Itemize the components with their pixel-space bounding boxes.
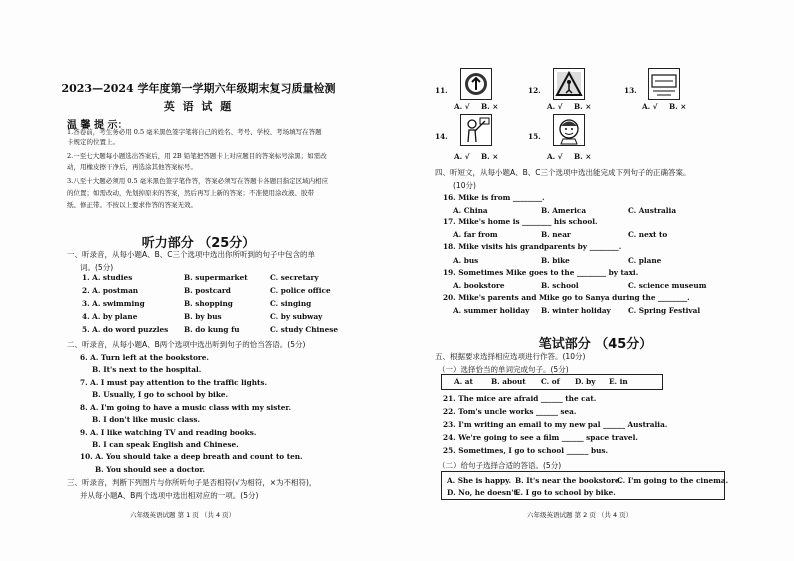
answer-c: C. I'm going to the cinema. — [617, 476, 729, 485]
tip-line: 纸、修正带。不按以上要求作答的答案无效。 — [67, 201, 197, 209]
q13-option-a: A. √ — [642, 102, 658, 111]
tip-line: 动，用橡皮擦干净后，再选涂其他答案标号。 — [67, 163, 197, 171]
tip-line: 2.一至七大题每小题选出答案后，用 2B 铅笔把答题卡上对应题目的答案标号涂黑；如需改 — [67, 152, 327, 160]
q24-stem: 24. We're going to see a film ______ space travel. — [443, 433, 638, 442]
exam-page-2 — [397, 0, 794, 561]
answer-d: D. No, he doesn't. — [447, 488, 520, 497]
caution-sign-icon — [553, 68, 585, 100]
q11-option-b: B. × — [481, 102, 499, 111]
exam-title: 2023—2024 学年度第一学期六年级期末复习质量检测 — [61, 82, 336, 95]
q5-option-a: 5. A. do word puzzles — [82, 325, 169, 334]
tip-line: 卡规定的位置上。 — [67, 138, 119, 146]
listening-heading: 听力部分 （25分） — [141, 236, 256, 251]
q18-option-b: B. bike — [541, 256, 570, 265]
exam-subtitle: 英 语 试 题 — [163, 100, 234, 113]
part4-instruction: 四、听短文，从每小题A、B、C三个选项中选出能完成下列句子的正确答案。 — [435, 168, 691, 177]
q14-option-b: B. × — [481, 152, 499, 161]
q8-option-a: 8. A. I'm going to have a music class with my sister. — [80, 403, 292, 412]
part3-instruction: 并从每小题A、B两个选项中选出相对应的一项。(5分) — [80, 491, 259, 500]
q13-number: 13. — [624, 86, 637, 95]
q17-option-b: B. near — [541, 230, 571, 239]
q14-number: 14. — [435, 132, 448, 141]
q6-option-b: B. It's next to the hospital. — [92, 365, 202, 374]
page-footer: 六年级英语试题 第 1 页 （共 4 页） — [130, 511, 236, 519]
q19-option-b: B. school — [541, 281, 579, 290]
word-bank-d: D. by — [575, 377, 596, 386]
part5-instruction: 五、根据要求选择相应选项进行作答。(10分) — [435, 352, 586, 361]
q11-option-a: A. √ — [454, 102, 470, 111]
child-face-icon — [553, 114, 585, 146]
q17-stem: 17. Mike's home is ________ his school. — [443, 217, 598, 226]
q18-option-c: C. plane — [628, 256, 662, 265]
q14-option-a: A. √ — [454, 152, 470, 161]
q10-option-a: 10. A. You should take a deep breath and count to ten. — [80, 452, 303, 461]
word-bank-e: E. in — [609, 377, 628, 386]
tip-line: 的位置；如需改动，先划掉原来的答案，然后再写上新的答案；不准使用涂改液、胶带 — [67, 189, 314, 197]
q9-option-a: 9. A. I like watching TV and reading books. — [80, 428, 257, 437]
q3-option-a: 3. A. swimming — [82, 299, 145, 308]
q4-option-c: C. by subway — [270, 312, 323, 321]
q5-option-c: C. study Chinese — [270, 325, 339, 334]
q20-option-a: A. summer holiday — [453, 306, 530, 315]
q3-option-c: C. singing — [270, 299, 312, 308]
q3-option-b: B. shopping — [184, 299, 233, 308]
q16-stem: 16. Mike is from ________. — [443, 193, 545, 202]
q7-option-a: 7. A. I must pay attention to the traffic lights. — [80, 378, 268, 387]
q21-stem: 21. The mice are afraid ______ the cat. — [443, 394, 597, 403]
part1-instruction: 一、听录音，从每小题A、B、C三个选项中选出你所听到的句子中包含的单 — [67, 250, 316, 259]
page-footer: 六年级英语试题 第 2 页 （共 4 页） — [527, 511, 633, 519]
q18-stem: 18. Mike visits his grandparents by ________. — [443, 242, 622, 251]
q2-option-c: C. police office — [270, 286, 331, 295]
q18-option-a: A. bus — [453, 256, 479, 265]
word-bank-b: B. about — [491, 377, 526, 386]
q1-option-b: B. supermarket — [184, 273, 248, 282]
teacher-icon — [460, 114, 492, 146]
part3-instruction: 三、听录音，判断下列图片与你所听句子是否相符(√为相符，×为不相符)， — [67, 478, 317, 487]
q4-option-b: B. by bus — [184, 312, 222, 321]
q13-option-b: B. × — [669, 102, 687, 111]
written-heading: 笔试部分 （45分） — [538, 337, 653, 352]
q1-option-c: C. secretary — [270, 273, 319, 282]
q10-option-b: B. You should see a doctor. — [95, 465, 206, 474]
q19-stem: 19. Sometimes Mike goes to the ________ by taxi. — [443, 268, 639, 277]
q23-stem: 23. I'm writing an email to my new pal ______ Australia. — [443, 420, 668, 429]
q20-option-b: B. winter holiday — [541, 306, 611, 315]
road-sign-icon — [648, 68, 680, 100]
tip-line: 1.答卷前，考生务必用 0.5 毫米黑色签字笔将自己的姓名、考号、学校、考场填写在答题 — [67, 128, 322, 136]
answer-a: A. She is happy. — [447, 476, 512, 485]
q17-option-c: C. next to — [628, 230, 668, 239]
q1-option-a: 1. A. studies — [82, 273, 133, 282]
q17-option-a: A. far from — [453, 230, 498, 239]
part5a-heading: （一）选择恰当的单词完成句子。(5分) — [438, 365, 569, 374]
tip-line: 3.八至十大题必须用 0.5 毫米黑色签字笔作答，答案必须写在答题卡各题目指定区域内相应 — [67, 177, 329, 185]
q12-option-b: B. × — [574, 102, 592, 111]
q4-option-a: 4. A. by plane — [82, 312, 138, 321]
q11-number: 11. — [435, 86, 448, 95]
no-entry-sign-icon — [460, 68, 492, 100]
q6-option-a: 6. A. Turn left at the bookstore. — [80, 353, 209, 362]
q12-number: 12. — [528, 86, 541, 95]
q25-stem: 25. Sometimes, I go to school ______ bus. — [443, 446, 609, 455]
q15-option-a: A. √ — [547, 152, 563, 161]
q7-option-b: B. Usually, I go to school by bike. — [92, 390, 229, 399]
q5-option-b: B. do kung fu — [184, 325, 240, 334]
part4-instruction: (10分) — [453, 181, 476, 190]
q16-option-a: A. China — [453, 206, 488, 215]
q9-option-b: B. I can speak English and Chinese. — [92, 440, 239, 449]
part1-instruction: 词。(5分) — [80, 263, 114, 272]
q16-option-c: C. Australia — [628, 206, 677, 215]
q2-option-a: 2. A. postman — [82, 286, 139, 295]
word-bank-c: C. of — [541, 377, 560, 386]
q16-option-b: B. America — [541, 206, 587, 215]
q20-option-c: C. Spring Festival — [628, 306, 701, 315]
q19-option-c: C. science museum — [628, 281, 707, 290]
part5b-heading: （二）给句子选择合适的答语。(5分) — [438, 461, 562, 470]
q15-number: 15. — [528, 132, 541, 141]
q8-option-b: B. I don't like music class. — [92, 415, 200, 424]
q20-stem: 20. Mike's parents and Mike go to Sanya during the ________. — [443, 293, 690, 302]
q12-option-a: A. √ — [547, 102, 563, 111]
word-bank-a: A. at — [454, 377, 473, 386]
tips-heading: 温 馨 提 示： — [67, 120, 128, 131]
q19-option-a: A. bookstore — [453, 281, 505, 290]
answer-b: B. It's near the bookstore. — [515, 476, 623, 485]
answer-e: E. I go to school by bike. — [515, 488, 616, 497]
q2-option-b: B. postcard — [184, 286, 231, 295]
q15-option-b: B. × — [574, 152, 592, 161]
q22-stem: 22. Tom's uncle works ______ sea. — [443, 407, 577, 416]
part2-instruction: 二、听录音，从每小题A、B两个选项中选出听到句子的恰当答语。(5分) — [67, 340, 306, 349]
